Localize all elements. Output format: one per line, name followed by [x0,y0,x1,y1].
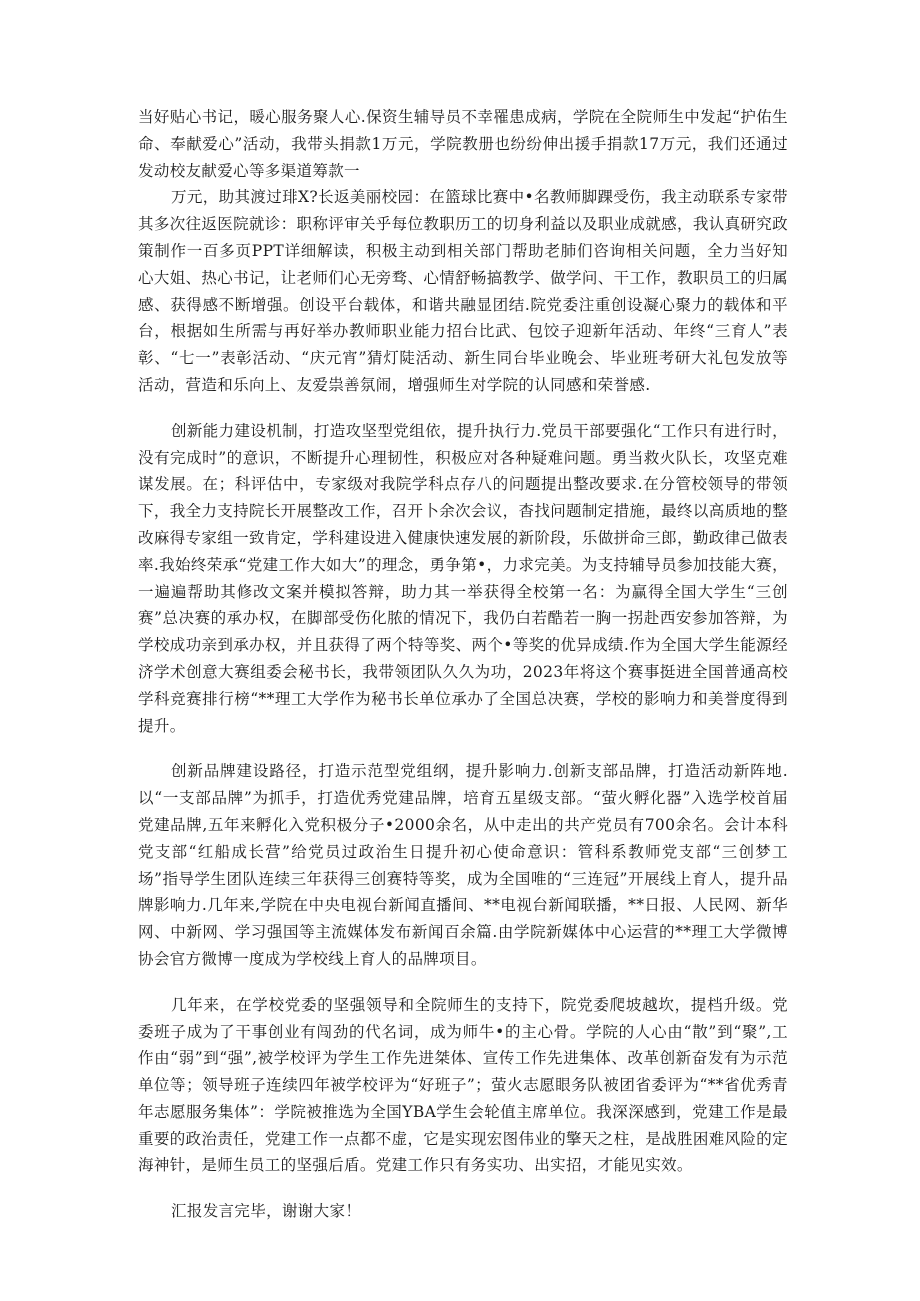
paragraph-achievements-summary: 几年来，在学校党委的坚强领导和全院师生的支持下，院党委爬坡越坎，提档升级。党委班子成为了干事创业有闯劲的代名词，成为师牛•的主心骨。学院的人心由“散”到“聚”,工作由“弱”到“强”,被学校评为学生工作先进桀体、宣传工作先进集体、改革创新奋发有为示范单位等；领导班子连续四年被学校评为“好班子”；萤火志愿眼务队被团省委评为“**省优秀青年志愿服务集体”：学院被推选为全国YBA学生会轮值主席单位。我深深感到，党建工作是最重要的政治责任，党建工作一点都不虚，它是实现宏图伟业的擎天之柱，是战胜困难风险的定海神针，是师生员工的坚强后盾。党建工作只有务实功、出实招，才能见实效。 [138,995,788,1175]
document-body [138,104,788,1244]
paragraph-innovation-brand: 创新品牌建设路径，打造示范型党组纲，提升影响力.创新支部品牌，打造活动新阵地.以“一支部品牌”为抓手，打造优秀党建品牌，培育五星级支部。“萤火孵化器”入选学校首届党建品牌,五年来孵化入党积极分子•2000余名，从中走出的共产党员有700余名。会计本科党支部“红船成长营”给党员过政治生日提升初心使命意识：管科系教师党支部“三创梦工场”指导学生团队连续三年获得三创赛特等奖，成为全国唯的“三连冠”开展线上育人，提升品牌影响力.几年来,学院在中央电视台新闻直播间、**电视台新闻联播，**日报、人民网、新华网、中新网、学习强国等主流媒体发布新闻百余篇.由学院新媒体中心运营的**理工大学微博协会官方微博一度成为学校线上育人的品牌项目。 [138,762,788,968]
paragraph-support-colleagues: 万元，助其渡过琲X?长返美丽校园：在篮球比赛中•名教师脚踝受伤，我主动联系专家带其多次往返医院就诊：职称评审关乎每位教职历工的切身利益以及职业成就感，我认真研究政策制作一百多页PPT详细解读，积极主动到相关部门帮助老肺们咨询相关问题，全力当好知心大姐、热心书记，让老师们心无旁骛、心情舒畅搞教学、做学问、干工作，教职员工的归属感、获得感不断增强。创设平台载体，和谐共融显团结.院党委注重创设凝心聚力的载体和平台，根据如生所需与再好举办教师职业能力招台比武、包饺子迎新年活动、年终“三育人”表彰、“七一”表彰活动、“庆元宵”猜灯陡活动、新生同台毕业晚会、毕业班考研大礼包发放等活动，营造和乐向上、友爱祟善氛闹，增强师生对学院的认同感和荣誉感. [138,188,788,394]
paragraph-support-colleagues-opening: 当好贴心书记，暖心服务聚人心.保资生辅导员不幸罹患成病，学院在全院师生中发起“护佑生命、奉献爱心”活动，我带头捐款1万元，学院教册也纷纷伸出援手捐款17万元，我们还通过发动校友献爱心等多渠道筹款一 [138,108,788,180]
paragraph-closing: 汇报发言完毕，谢谢大家！ [171,1202,362,1221]
paragraph-innovation-capability: 创新能力建设机制，打造攻坚型党组依，提升执行力.党员干部要强化“工作只有进行时，没有完成时”的意识，不断提升心理韧性，积极应对各种疑难问题。勇当救火队长，攻坚克难谋发展。在；科评估中，专家级对我院学科点存八的问题提出整改要求.在分管校领导的带领下，我全力支持院长开展整改工作，召开卜余次会议，杳找问题制定措施，最终以高质地的整改麻得专家组一致肯定，学科建设进入健康快速发展的新阶段，乐做拼命三郎，勤政律己做表率.我始终荣承“党建工作大如大”的理念，勇争第•，力求完美。为支持辅导员参加技能大赛，一遍遍帮助其修改文案并模拟答辩，助力其一举获得全校第一名：为赢得全国大学生“三创赛”总决赛的承办权，在脚部受伤化脓的情况下，我仍白若酷若一胸一拐赴西安参加答辩，为学校成功亲到承办权，并且获得了两个特等奖、两个•等奖的优异成绩.作为全国大学生能源经济学术创意大赛组委会秘书长，我带领团队久久为功，2023年将这个赛事挺进全国普通高校学科竞赛排行榜“**理工大学作为秘书长单位承办了全国总决赛，学校的影响力和美誉度得到提升。 [138,421,788,735]
